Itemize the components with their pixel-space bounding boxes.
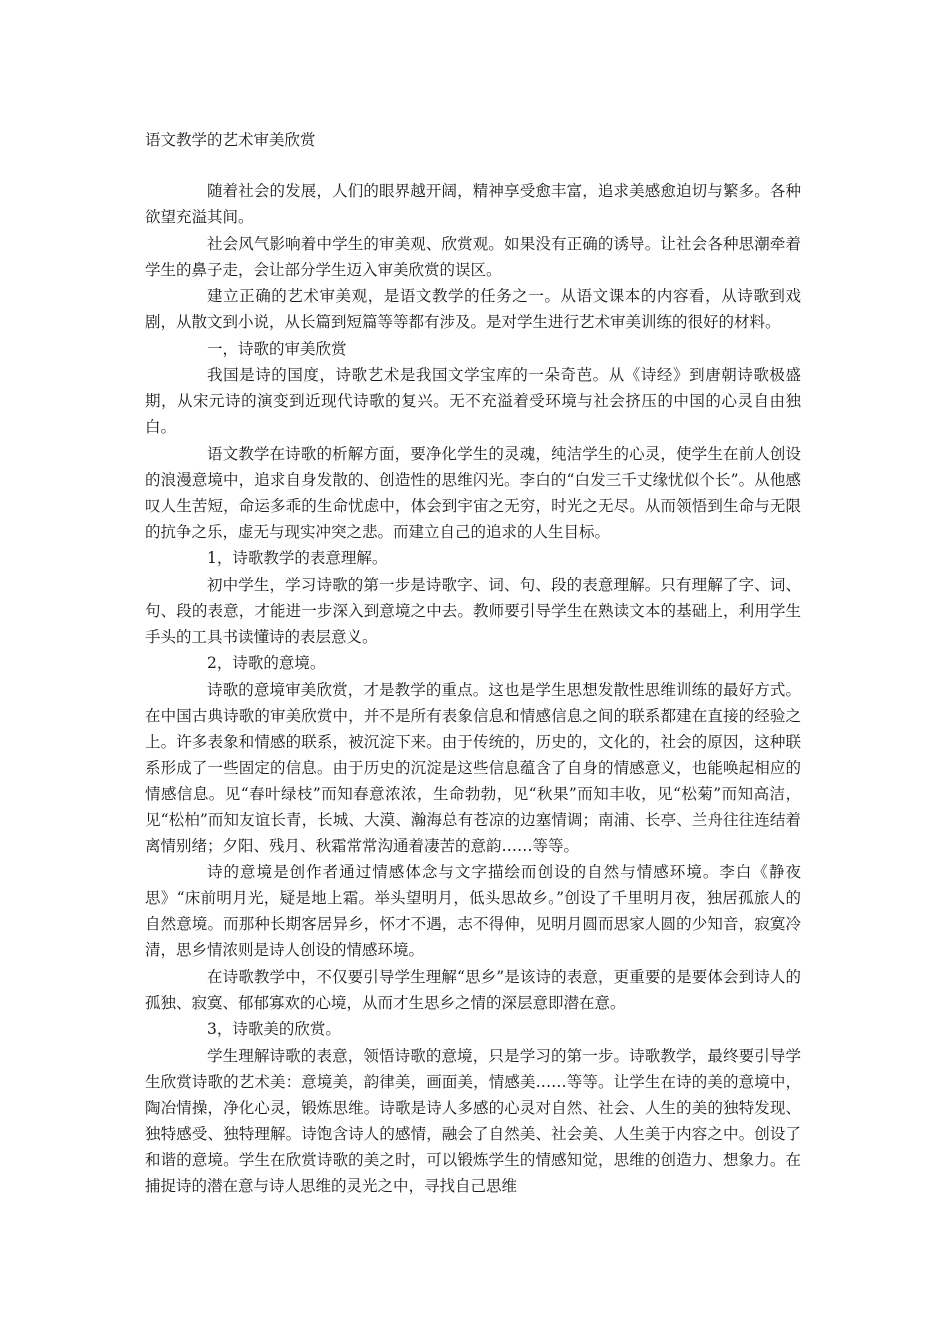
- subsection-heading: 1，诗歌教学的表意理解。: [207, 549, 388, 567]
- paragraph: 随着社会的发展，人们的眼界越开阔，精神享受愈丰富，追求美感愈迫切与繁多。各种欲望充溢其间。: [145, 182, 801, 226]
- subsection-heading: 3，诗歌美的欣赏。: [207, 1020, 341, 1038]
- paragraph: 诗的意境是创作者通过情感体念与文字描绘而创设的自然与情感环境。李白《静夜思》“床前明月光，疑是地上霜。举头望明月，低头思故乡。”创设了千里明月夜，独居孤旅人的自然意境。而那种长期客居异乡，怀才不遇，志不得伸，见明月圆而思家人圆的少知音，寂寞冷清，思乡情浓则是诗人创设的情感环境。: [145, 863, 801, 959]
- paragraph: 社会风气影响着中学生的审美观、欣赏观。如果没有正确的诱导。让社会各种思潮牵着学生的鼻子走，会让部分学生迈入审美欣赏的误区。: [145, 234, 801, 279]
- paragraph: 我国是诗的国度，诗歌艺术是我国文学宝库的一朵奇芭。从《诗经》到唐朝诗歌极盛期，从宋元诗的演变到近现代诗歌的复兴。无不充溢着受环境与社会挤压的中国的心灵自由独白。: [145, 366, 801, 436]
- document-body: [145, 178, 801, 1199]
- paragraph: 初中学生，学习诗歌的第一步是诗歌字、词、句、段的表意理解。只有理解了字、词、句、段的表意，才能进一步深入到意境之中去。教师要引导学生在熟读文本的基础上，利用学生手头的工具书读懂诗的表层意义。: [145, 575, 801, 646]
- subsection-heading: 2，诗歌的意境。: [207, 654, 326, 672]
- section-heading: 一，诗歌的审美欣赏: [207, 339, 347, 358]
- document-title: 语文教学的艺术审美欣赏: [145, 131, 316, 149]
- paragraph: 诗歌的意境审美欣赏，才是教学的重点。这也是学生思想发散性思维训练的最好方式。在中国古典诗歌的审美欣赏中，并不是所有表象信息和情感信息之间的联系都建在直接的经验之上。许多表象和情感的联系，被沉淀下来。由于传统的，历史的，文化的，社会的原因，这种联系形成了一些固定的信息。由于历史的沉淀是这些信息蕴含了自身的情感意义，也能唤起相应的情感信息。见“春叶绿枝”而知春意浓浓，生命勃勃，见“秋果”而知丰收，见“松菊”而知高洁，见“松柏”而知友谊长青，长城、大漠、瀚海总有苍凉的边塞情调；南浦、长亭、兰舟往往连结着离情别绪；夕阳、残月、秋霜常常沟通着凄苦的意韵……等等。: [145, 680, 801, 855]
- paragraph: 语文教学在诗歌的析解方面，要净化学生的灵魂，纯洁学生的心灵，使学生在前人创设的浪漫意境中，追求自身发散的、创造性的思维闪光。李白的“白发三千丈缘忧似个长”。从他感叹人生苦短，命运多乖的生命忧虑中，体会到宇宙之无穷，时光之无尽。从而领悟到生命与无限的抗争之乐，虚无与现实冲突之悲。而建立自己的追求的人生目标。: [145, 444, 801, 541]
- paragraph: 学生理解诗歌的表意，领悟诗歌的意境，只是学习的第一步。诗歌教学，最终要引导学生欣赏诗歌的艺术美：意境美，韵律美，画面美，情感美……等等。让学生在诗的美的意境中，陶冶情操，净化心灵，锻炼思维。诗歌是诗人多感的心灵对自然、社会、人生的美的独特发现、独特感受、独特理解。诗饱含诗人的感情，融会了自然美、社会美、人生美于内容之中。创设了和谐的意境。学生在欣赏诗歌的美之时，可以锻炼学生的情感知觉，思维的创造力、想象力。在捕捉诗的潜在意与诗人思维的灵光之中，寻找自己思维: [145, 1046, 801, 1195]
- paragraph: 在诗歌教学中，不仅要引导学生理解“思乡”是该诗的表意，更重要的是要体会到诗人的孤独、寂寞、郁郁寡欢的心境，从而才生思乡之情的深层意即潜在意。: [145, 967, 801, 1012]
- paragraph: 建立正确的艺术审美观，是语文教学的任务之一。从语文课本的内容看，从诗歌到戏剧，从散文到小说，从长篇到短篇等等都有涉及。是对学生进行艺术审美训练的很好的材料。: [145, 287, 801, 331]
